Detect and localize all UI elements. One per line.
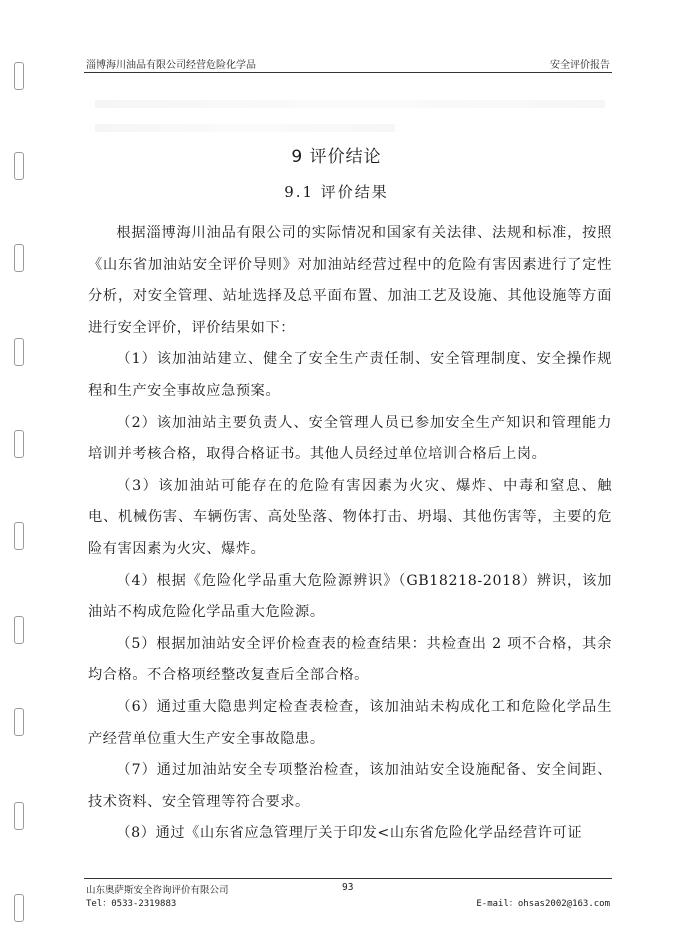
binding-mark xyxy=(14,62,24,90)
binding-mark xyxy=(14,708,24,736)
paragraph-item-6: （6）通过重大隐患判定检查表检查，该加油站未构成化工和危险化学品生产经营单位重大生产安全事故隐患。 xyxy=(88,698,612,747)
binding-mark xyxy=(14,338,24,366)
footer-email: E-mail：ohsas2002@163.com xyxy=(476,899,610,909)
header-company: 淄博海川油品有限公司经营危险化学品 xyxy=(86,60,256,71)
footer-tel: Tel：0533-2319883 xyxy=(86,899,177,909)
page-footer xyxy=(84,878,612,913)
page-number: 93 xyxy=(342,882,354,893)
binding-mark xyxy=(14,522,24,550)
paragraph-item-4: （4）根据《危险化学品重大危险源辨识》（GB18218-2018）辨识，该加油站不构成危险化学品重大危险源。 xyxy=(88,572,612,621)
footer-company: 山东奥萨斯安全咨询评价有限公司 xyxy=(86,885,229,896)
paragraph-item-5: （5）根据加油站安全评价检查表的检查结果：共检查出 2 项不合格，其余均合格。不合格项经整改复查后全部合格。 xyxy=(88,635,612,684)
body-text xyxy=(88,218,612,850)
paragraph-item-8: （8）通过《山东省应急管理厅关于印发<山东省危险化学品经营许可证 xyxy=(116,825,583,842)
binding-mark xyxy=(14,802,24,830)
chapter-title: 9 评价结论 xyxy=(291,147,382,167)
page-header xyxy=(84,52,612,73)
binding-mark xyxy=(14,616,24,644)
header-report-type: 安全评价报告 xyxy=(550,60,610,71)
paragraph-item-3: （3）该加油站可能存在的危险有害因素为火灾、爆炸、中毒和窒息、触电、机械伤害、车辆伤害、高处坠落、物体打击、坍塌、其他伤害等，主要的危险有害因素为火灾、爆炸。 xyxy=(88,477,612,557)
binding-mark xyxy=(14,894,24,922)
section-title: 9.1 评价结果 xyxy=(284,183,389,201)
paragraph-intro: 根据淄博海川油品有限公司的实际情况和国家有关法律、法规和标准，按照《山东省加油站安全评价导则》对加油站经营过程中的危险有害因素进行了定性分析，对安全管理、站址选择及总平面布置、加油工艺及设施、其他设施等方面进行安全评价，评价结果如下： xyxy=(88,225,612,336)
binding-mark xyxy=(14,244,24,272)
bleed-through-shadow xyxy=(95,100,605,108)
paragraph-item-1: （1）该加油站建立、健全了安全生产责任制、安全管理制度、安全操作规程和生产安全事故应急预案。 xyxy=(88,351,612,399)
paragraph-item-2: （2）该加油站主要负责人、安全管理人员已参加安全生产知识和管理能力培训并考核合格，取得合格证书。其他人员经过单位培训合格后上岗。 xyxy=(88,414,612,463)
binding-mark xyxy=(14,430,24,458)
bleed-through-shadow xyxy=(95,124,395,132)
paragraph-item-7: （7）通过加油站安全专项整治检查，该加油站安全设施配备、安全间距、技术资料、安全管理等符合要求。 xyxy=(88,762,612,810)
